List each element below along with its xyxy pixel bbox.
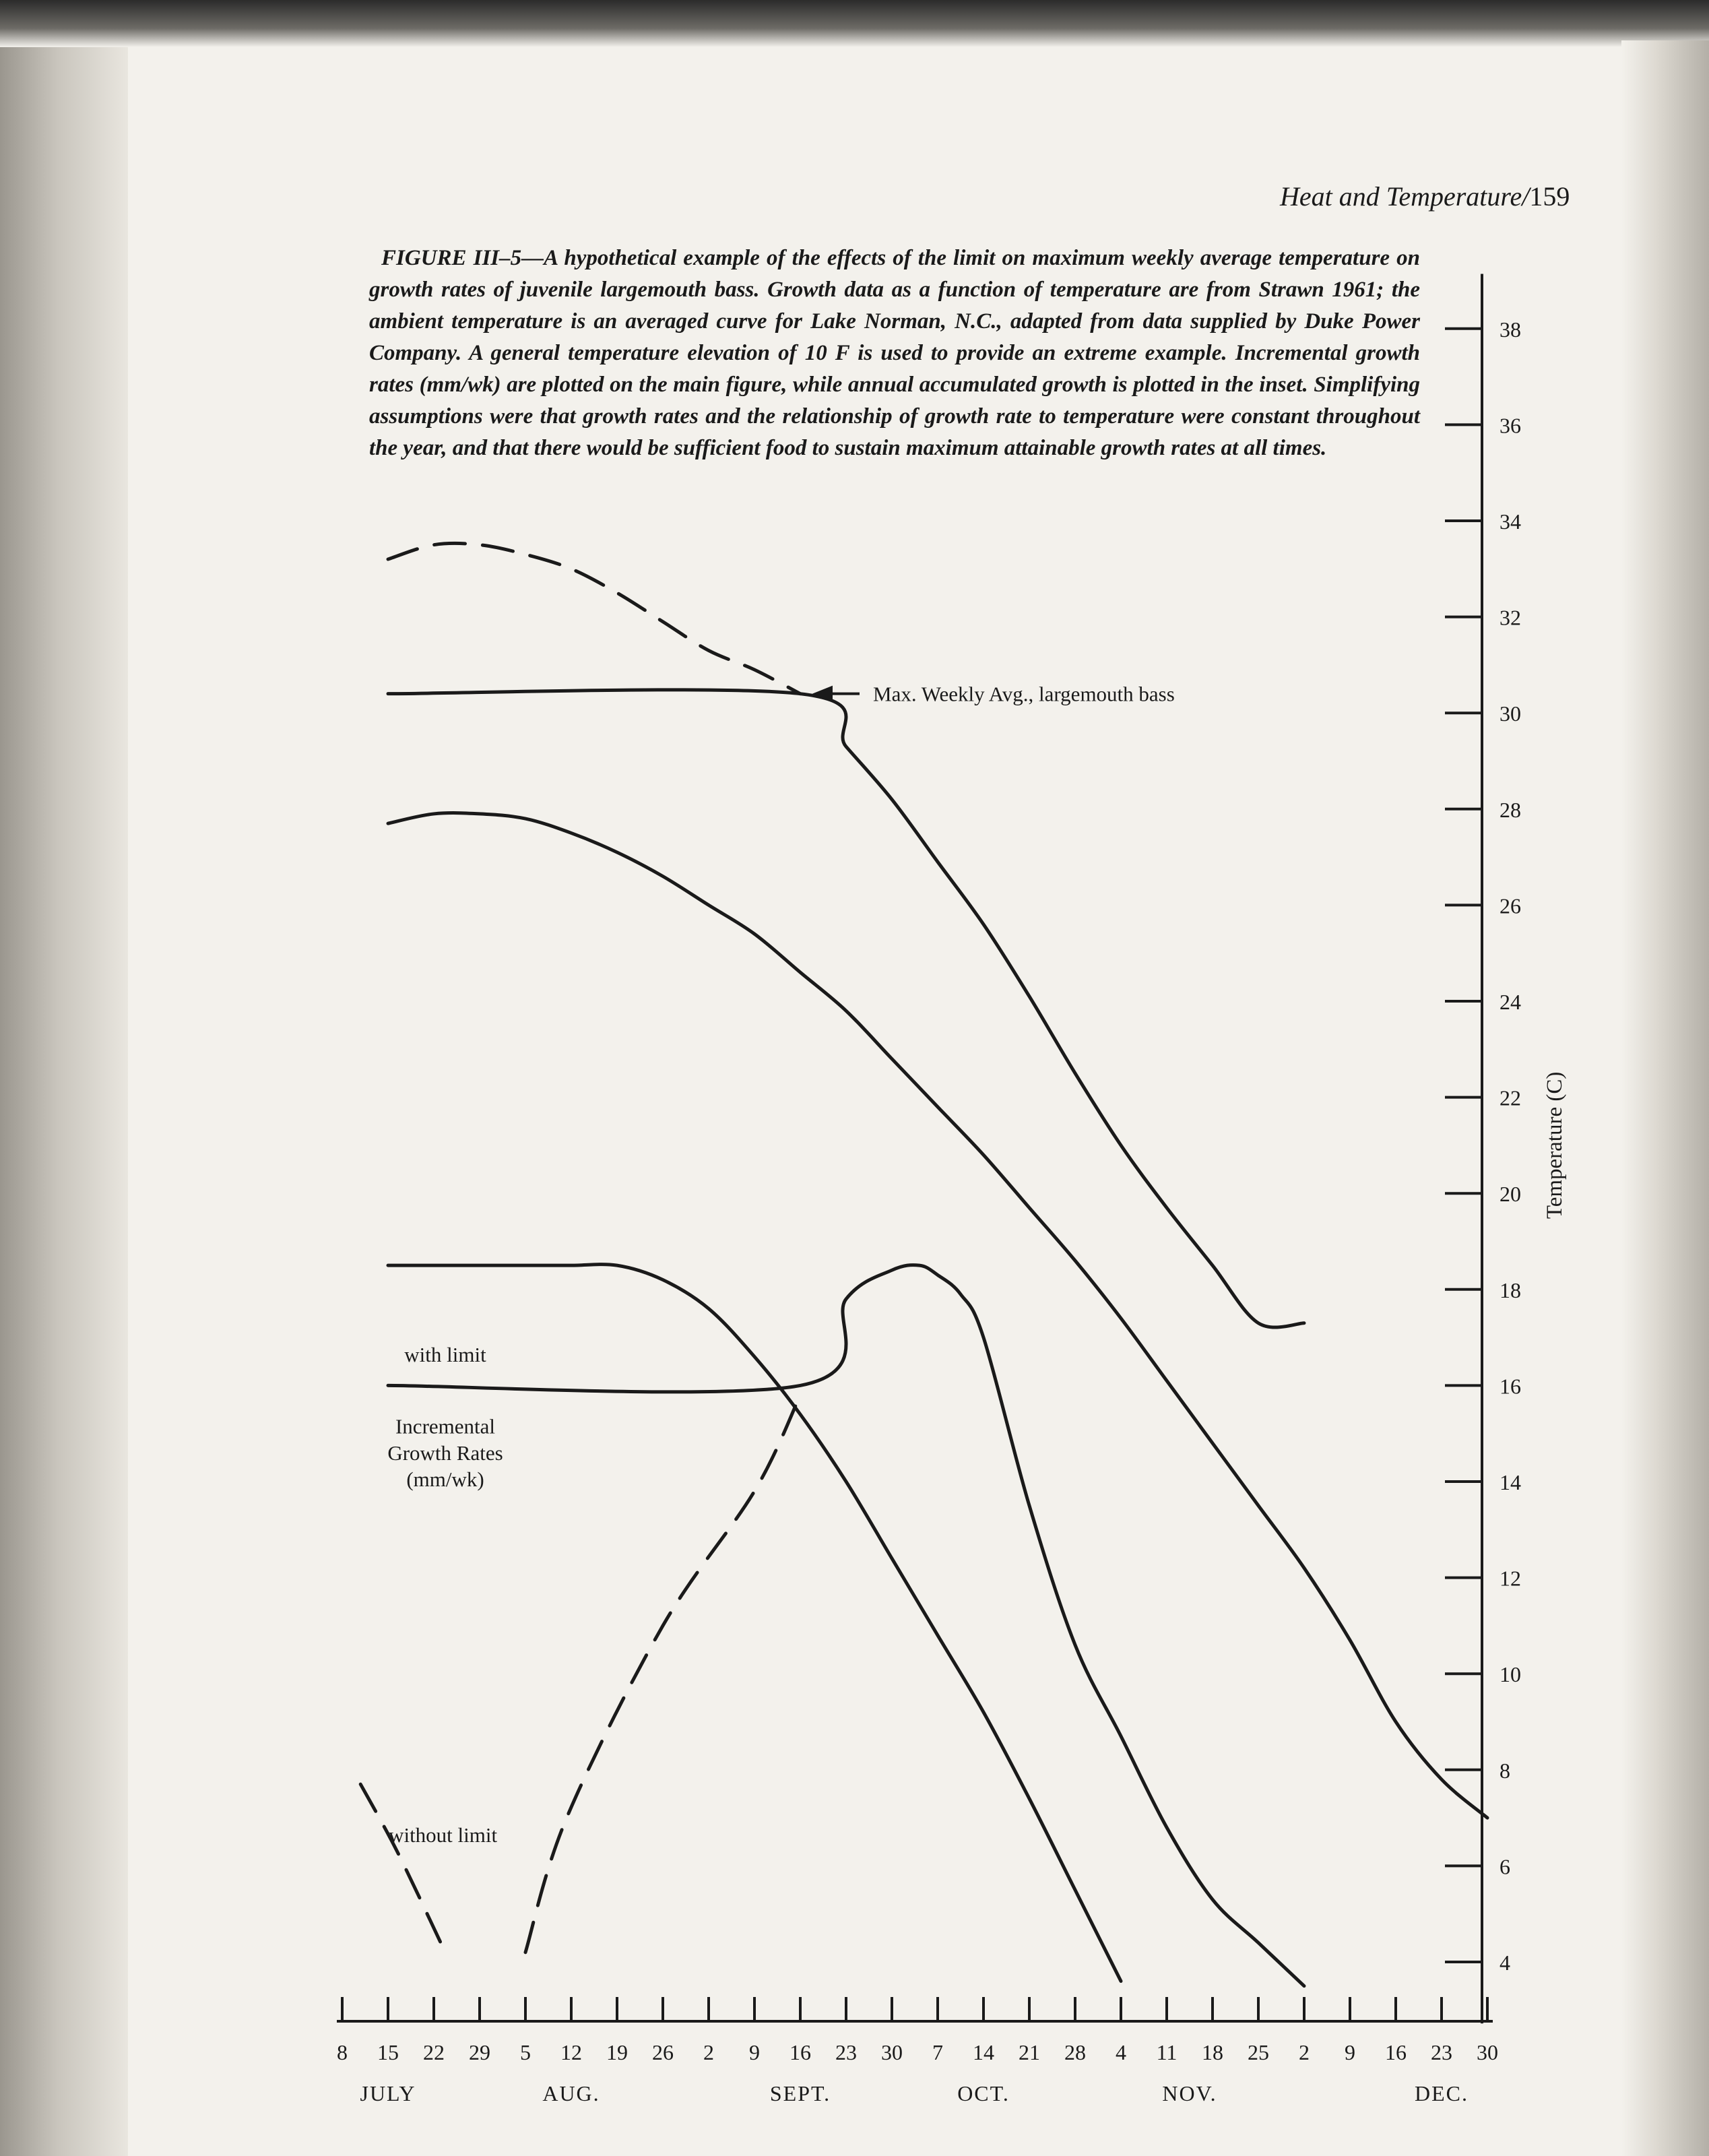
- series-line-5: [360, 1784, 443, 1947]
- x-axis: [337, 1997, 1498, 2105]
- y-tick-label-36: 36: [1500, 413, 1521, 438]
- x-tick-label-1: 15: [377, 2040, 399, 2064]
- x-tick-label-16: 28: [1064, 2040, 1086, 2064]
- series-line-2: [388, 813, 1487, 1818]
- x-tick-label-19: 18: [1202, 2040, 1223, 2064]
- series-line-4: [388, 1265, 1304, 1986]
- y-tick-label-14: 14: [1500, 1470, 1521, 1494]
- month-label-2: SEPT.: [769, 2081, 831, 2105]
- x-tick-label-12: 30: [881, 2040, 903, 2064]
- x-tick-label-7: 26: [652, 2040, 674, 2064]
- page-number: 159: [1529, 181, 1570, 212]
- x-tick-label-3: 29: [469, 2040, 490, 2064]
- y-tick-label-26: 26: [1500, 893, 1521, 918]
- series-layer: [360, 543, 1487, 1986]
- with-limit-label: with limit: [404, 1342, 486, 1366]
- x-tick-label-5: 12: [560, 2040, 582, 2064]
- series-line-3: [388, 1265, 1121, 1981]
- x-tick-label-14: 14: [973, 2040, 994, 2064]
- y-axis: [1445, 274, 1567, 2024]
- x-tick-label-25: 30: [1477, 2040, 1498, 2064]
- x-tick-label-15: 21: [1019, 2040, 1040, 2064]
- y-axis-label: Temperature (C): [1543, 1071, 1567, 1219]
- y-tick-label-18: 18: [1500, 1277, 1521, 1302]
- x-tick-label-0: 8: [337, 2040, 348, 2064]
- x-tick-label-24: 23: [1431, 2040, 1452, 2064]
- y-tick-label-24: 24: [1500, 990, 1521, 1014]
- month-label-4: NOV.: [1162, 2081, 1217, 2105]
- growth-rates-label-line1: Incremental: [395, 1414, 496, 1438]
- growth-rates-label-line2: Growth Rates: [387, 1440, 503, 1465]
- figure-caption: FIGURE III–5—A hypothetical example of the effects of the limit on maximum weekly average temperature on growth rates of juvenile largemouth bass. Growth data as a function of temperature are from Strawn 1961; the ambient temperature is an averaged curve for Lake Norman, N.C., adapted from data supplied by Duke Power Company. A general temperature elevation of 10 F is used to provide an extreme example. Incremental growth rates (mm/wk) are plotted on the main figure, while annual accumulated growth is plotted in the inset. Simplifying assumptions were that growth rates and the relationship of growth rate to temperature were constant throughout the year, and that there would be sufficient food to sustain maximum attainable growth rates at all times.: [369, 246, 1420, 460]
- y-tick-label-4: 4: [1500, 1951, 1510, 1975]
- series-line-6: [525, 1395, 800, 1953]
- series-line-0: [388, 543, 800, 693]
- y-tick-label-10: 10: [1500, 1662, 1521, 1687]
- y-tick-label-30: 30: [1500, 701, 1521, 726]
- without-limit-label: without limit: [389, 1822, 498, 1847]
- x-tick-label-11: 23: [835, 2040, 857, 2064]
- x-tick-label-21: 2: [1299, 2040, 1310, 2064]
- x-tick-label-9: 9: [749, 2040, 760, 2064]
- y-tick-label-38: 38: [1500, 317, 1521, 342]
- x-tick-label-20: 25: [1248, 2040, 1269, 2064]
- y-tick-label-16: 16: [1500, 1374, 1521, 1399]
- x-tick-label-8: 2: [703, 2040, 714, 2064]
- x-tick-label-6: 19: [606, 2040, 628, 2064]
- y-tick-label-28: 28: [1500, 797, 1521, 822]
- y-tick-label-34: 34: [1500, 509, 1521, 534]
- month-label-5: DEC.: [1415, 2081, 1469, 2105]
- y-tick-label-12: 12: [1500, 1566, 1521, 1591]
- x-tick-label-17: 4: [1116, 2040, 1126, 2064]
- x-tick-label-23: 16: [1385, 2040, 1407, 2064]
- month-label-3: OCT.: [957, 2081, 1010, 2105]
- x-tick-label-10: 16: [789, 2040, 811, 2064]
- y-tick-label-20: 20: [1500, 1182, 1521, 1207]
- month-label-1: AUG.: [542, 2081, 600, 2105]
- y-tick-label-22: 22: [1500, 1085, 1521, 1110]
- x-tick-label-22: 9: [1345, 2040, 1355, 2064]
- y-tick-label-32: 32: [1500, 605, 1521, 630]
- running-head-title: Heat and Temperature/: [1280, 181, 1530, 212]
- y-tick-label-8: 8: [1500, 1758, 1510, 1783]
- x-tick-label-2: 22: [423, 2040, 445, 2064]
- growth-rates-label-line3: (mm/wk): [406, 1467, 484, 1492]
- x-tick-label-13: 7: [932, 2040, 943, 2064]
- x-tick-label-18: 11: [1156, 2040, 1178, 2064]
- month-label-0: JULY: [360, 2081, 416, 2105]
- x-tick-label-4: 5: [520, 2040, 531, 2064]
- max-weekly-avg-label: Max. Weekly Avg., largemouth bass: [873, 682, 1175, 706]
- y-tick-label-6: 6: [1500, 1854, 1510, 1879]
- max-avg-arrow-head: [812, 686, 833, 702]
